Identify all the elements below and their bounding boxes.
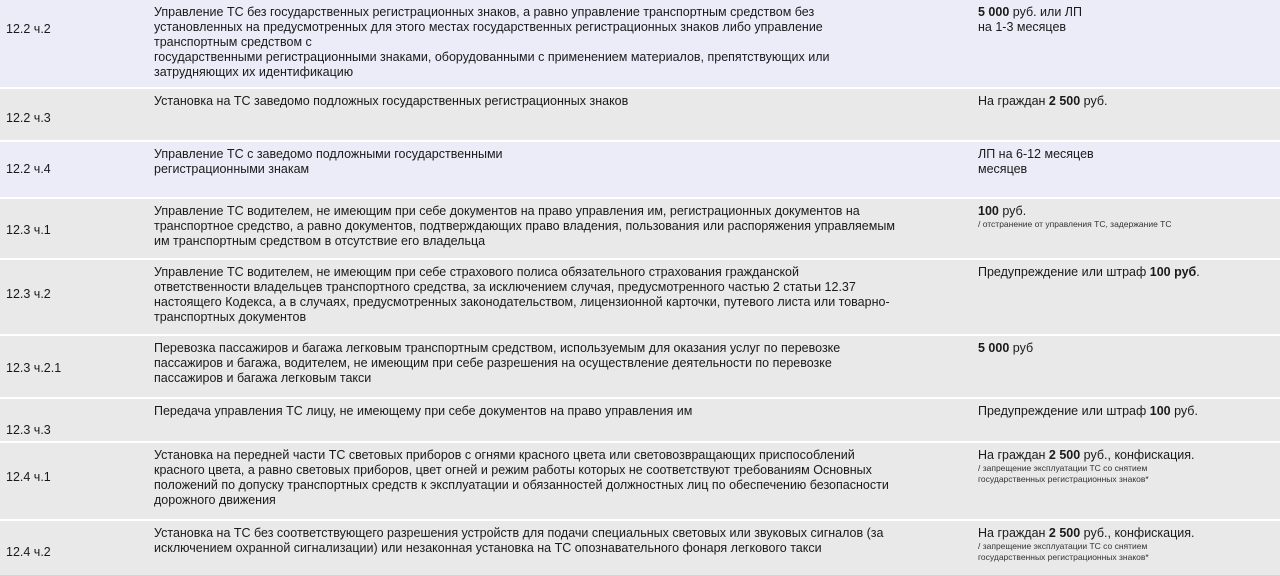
penalty-amount: 5 000 <box>978 341 1010 355</box>
penalty-amount: 100 <box>978 204 999 218</box>
article-code: 12.3 ч.2.1 <box>6 361 62 375</box>
penalty-cell <box>978 0 1280 88</box>
table-row <box>0 141 1280 198</box>
penalty-suffix: руб <box>1009 341 1034 355</box>
article-code: 12.2 ч.2 <box>6 22 51 36</box>
violation-description-cell <box>154 198 978 259</box>
penalty-amount: 100 <box>1149 404 1171 418</box>
article-code-cell <box>0 88 154 141</box>
penalty-cell <box>978 88 1280 141</box>
penalty-prefix: Предупреждение или штраф <box>978 265 1150 279</box>
penalty-text <box>978 404 1276 419</box>
article-code: 12.3 ч.3 <box>6 423 51 437</box>
article-code-cell <box>0 335 154 398</box>
penalty-cell <box>978 259 1280 335</box>
table-row <box>0 520 1280 575</box>
violation-description-cell <box>154 88 978 141</box>
violation-description-cell <box>154 520 978 575</box>
penalty-cell <box>978 442 1280 520</box>
penalty-suffix: руб. <box>998 204 1027 218</box>
penalty-prefix: На граждан <box>978 94 1049 108</box>
penalty-prefix: ЛП на 6-12 месяцев месяцев <box>978 147 1094 176</box>
penalty-cell <box>978 398 1280 442</box>
violation-description-cell <box>154 398 978 442</box>
table-row <box>0 259 1280 335</box>
violation-description: Управление ТС водителем, не имеющим при себе документов на право управления им, регистрационных документов на транспортное средство, а равно документов, подтверждающих право владения, пользования или распоряжения управляемым им транспортным средством в отсутствие его владельца <box>154 204 895 248</box>
penalty-note: / отстранение от управления ТС, задержание ТС <box>978 219 1172 229</box>
article-code: 12.3 ч.2 <box>6 287 51 301</box>
table-row <box>0 398 1280 442</box>
violation-description: Управление ТС водителем, не имеющим при себе страхового полиса обязательного страхования гражданской ответственности владельцев транспортного средства, за исключением случая, предусмотренного частью 2 статьи 12.37 настоящего Кодекса, а в случаях, предусмотренных законодательством, лицензионной карточки, путевого листа или товарно- транспортных документов <box>154 265 890 324</box>
violation-description: Установка на передней части ТС световых приборов с огнями красного цвета или световозвращающих приспособлений красного цвета, а равно световых приборов, цвет огней и режим работы которых не соответствуют требованиям Основных положений по допуску транспортных средств к эксплуатации и обязанностей должностных лиц по обеспечению безопасности дорожного движения <box>154 448 889 507</box>
penalty-amount: 2 500 <box>1048 94 1081 108</box>
violation-description-cell <box>154 442 978 520</box>
penalty-suffix: . <box>1196 265 1200 279</box>
violation-description-cell <box>154 0 978 88</box>
penalty-text <box>978 94 1276 109</box>
penalty-suffix: руб. или ЛП на 1-3 месяцев <box>978 5 1082 34</box>
article-code-cell <box>0 198 154 259</box>
table-row <box>0 335 1280 398</box>
penalty-text <box>978 341 1276 356</box>
penalty-prefix: На граждан <box>978 526 1049 540</box>
penalty-cell <box>978 520 1280 575</box>
penalty-prefix: Предупреждение или штраф <box>978 404 1150 418</box>
violation-description: Установка на ТС заведомо подложных государственных регистрационных знаков <box>154 94 629 108</box>
violation-description-cell <box>154 259 978 335</box>
violation-description-cell <box>154 335 978 398</box>
penalty-prefix: На граждан <box>978 448 1049 462</box>
penalty-cell <box>978 198 1280 259</box>
violation-description: Установка на ТС без соответствующего разрешения устройств для подачи специальных световых или звуковых сигналов (за исключением охранной сигнализации) или незаконная установка на ТС опознавательного фонаря легкового такси <box>154 526 884 555</box>
article-code-cell <box>0 442 154 520</box>
penalty-amount: 2 500 <box>1048 526 1081 540</box>
table-row <box>0 442 1280 520</box>
article-code: 12.2 ч.3 <box>6 111 51 125</box>
table-row <box>0 0 1280 88</box>
article-code-cell <box>0 0 154 88</box>
article-code-cell <box>0 259 154 335</box>
penalty-suffix: руб. <box>1080 94 1108 108</box>
penalty-text <box>978 265 1276 280</box>
table-row <box>0 198 1280 259</box>
article-code: 12.2 ч.4 <box>6 162 51 176</box>
penalty-text <box>978 448 1276 463</box>
violation-description-cell <box>154 141 978 198</box>
article-code: 12.3 ч.1 <box>6 223 51 237</box>
article-code-cell <box>0 520 154 575</box>
penalty-amount: 2 500 <box>1048 448 1081 462</box>
penalty-cell <box>978 335 1280 398</box>
penalty-text <box>978 204 1276 219</box>
article-code: 12.4 ч.1 <box>6 470 51 484</box>
violation-description: Передача управления ТС лицу, не имеющему при себе документов на право управления им <box>154 404 693 418</box>
article-code-cell <box>0 141 154 198</box>
penalty-suffix: руб., конфискация. <box>1080 526 1195 540</box>
penalty-amount: 100 руб <box>1149 265 1197 279</box>
penalty-note: / запрещение эксплуатации ТС со снятием государственных регистрационных знаков* <box>978 463 1149 484</box>
penalty-cell <box>978 141 1280 198</box>
violation-description: Управление ТС без государственных регистрационных знаков, а равно управление транспортным средством без установленных на предусмотренных для этого местах государственных регистрационных знаков либо управление транспортным средством с государственными регистрационными знаками, оборудованными с применением материалов, препятствующих или затрудняющих их идентификацию <box>154 5 830 79</box>
penalty-note: / запрещение эксплуатации ТС со снятием государственных регистрационных знаков* <box>978 541 1149 562</box>
penalty-suffix: руб. <box>1170 404 1198 418</box>
penalty-amount: 5 000 <box>978 5 1010 19</box>
table-row <box>0 88 1280 141</box>
penalty-text <box>978 5 1276 35</box>
penalty-suffix: руб., конфискация. <box>1080 448 1195 462</box>
violation-description: Управление ТС с заведомо подложными государственными регистрационными знакам <box>154 147 503 176</box>
article-code-cell <box>0 398 154 442</box>
penalty-text <box>978 526 1276 541</box>
violation-description: Перевозка пассажиров и багажа легковым транспортным средством, используемым для оказания услуг по перевозке пассажиров и багажа, водителем, не имеющим при себе разрешения на осуществление деятельности по перевозке пассажиров и багажа легковым такси <box>154 341 841 385</box>
penalty-text <box>978 147 1276 177</box>
article-code: 12.4 ч.2 <box>6 545 51 559</box>
